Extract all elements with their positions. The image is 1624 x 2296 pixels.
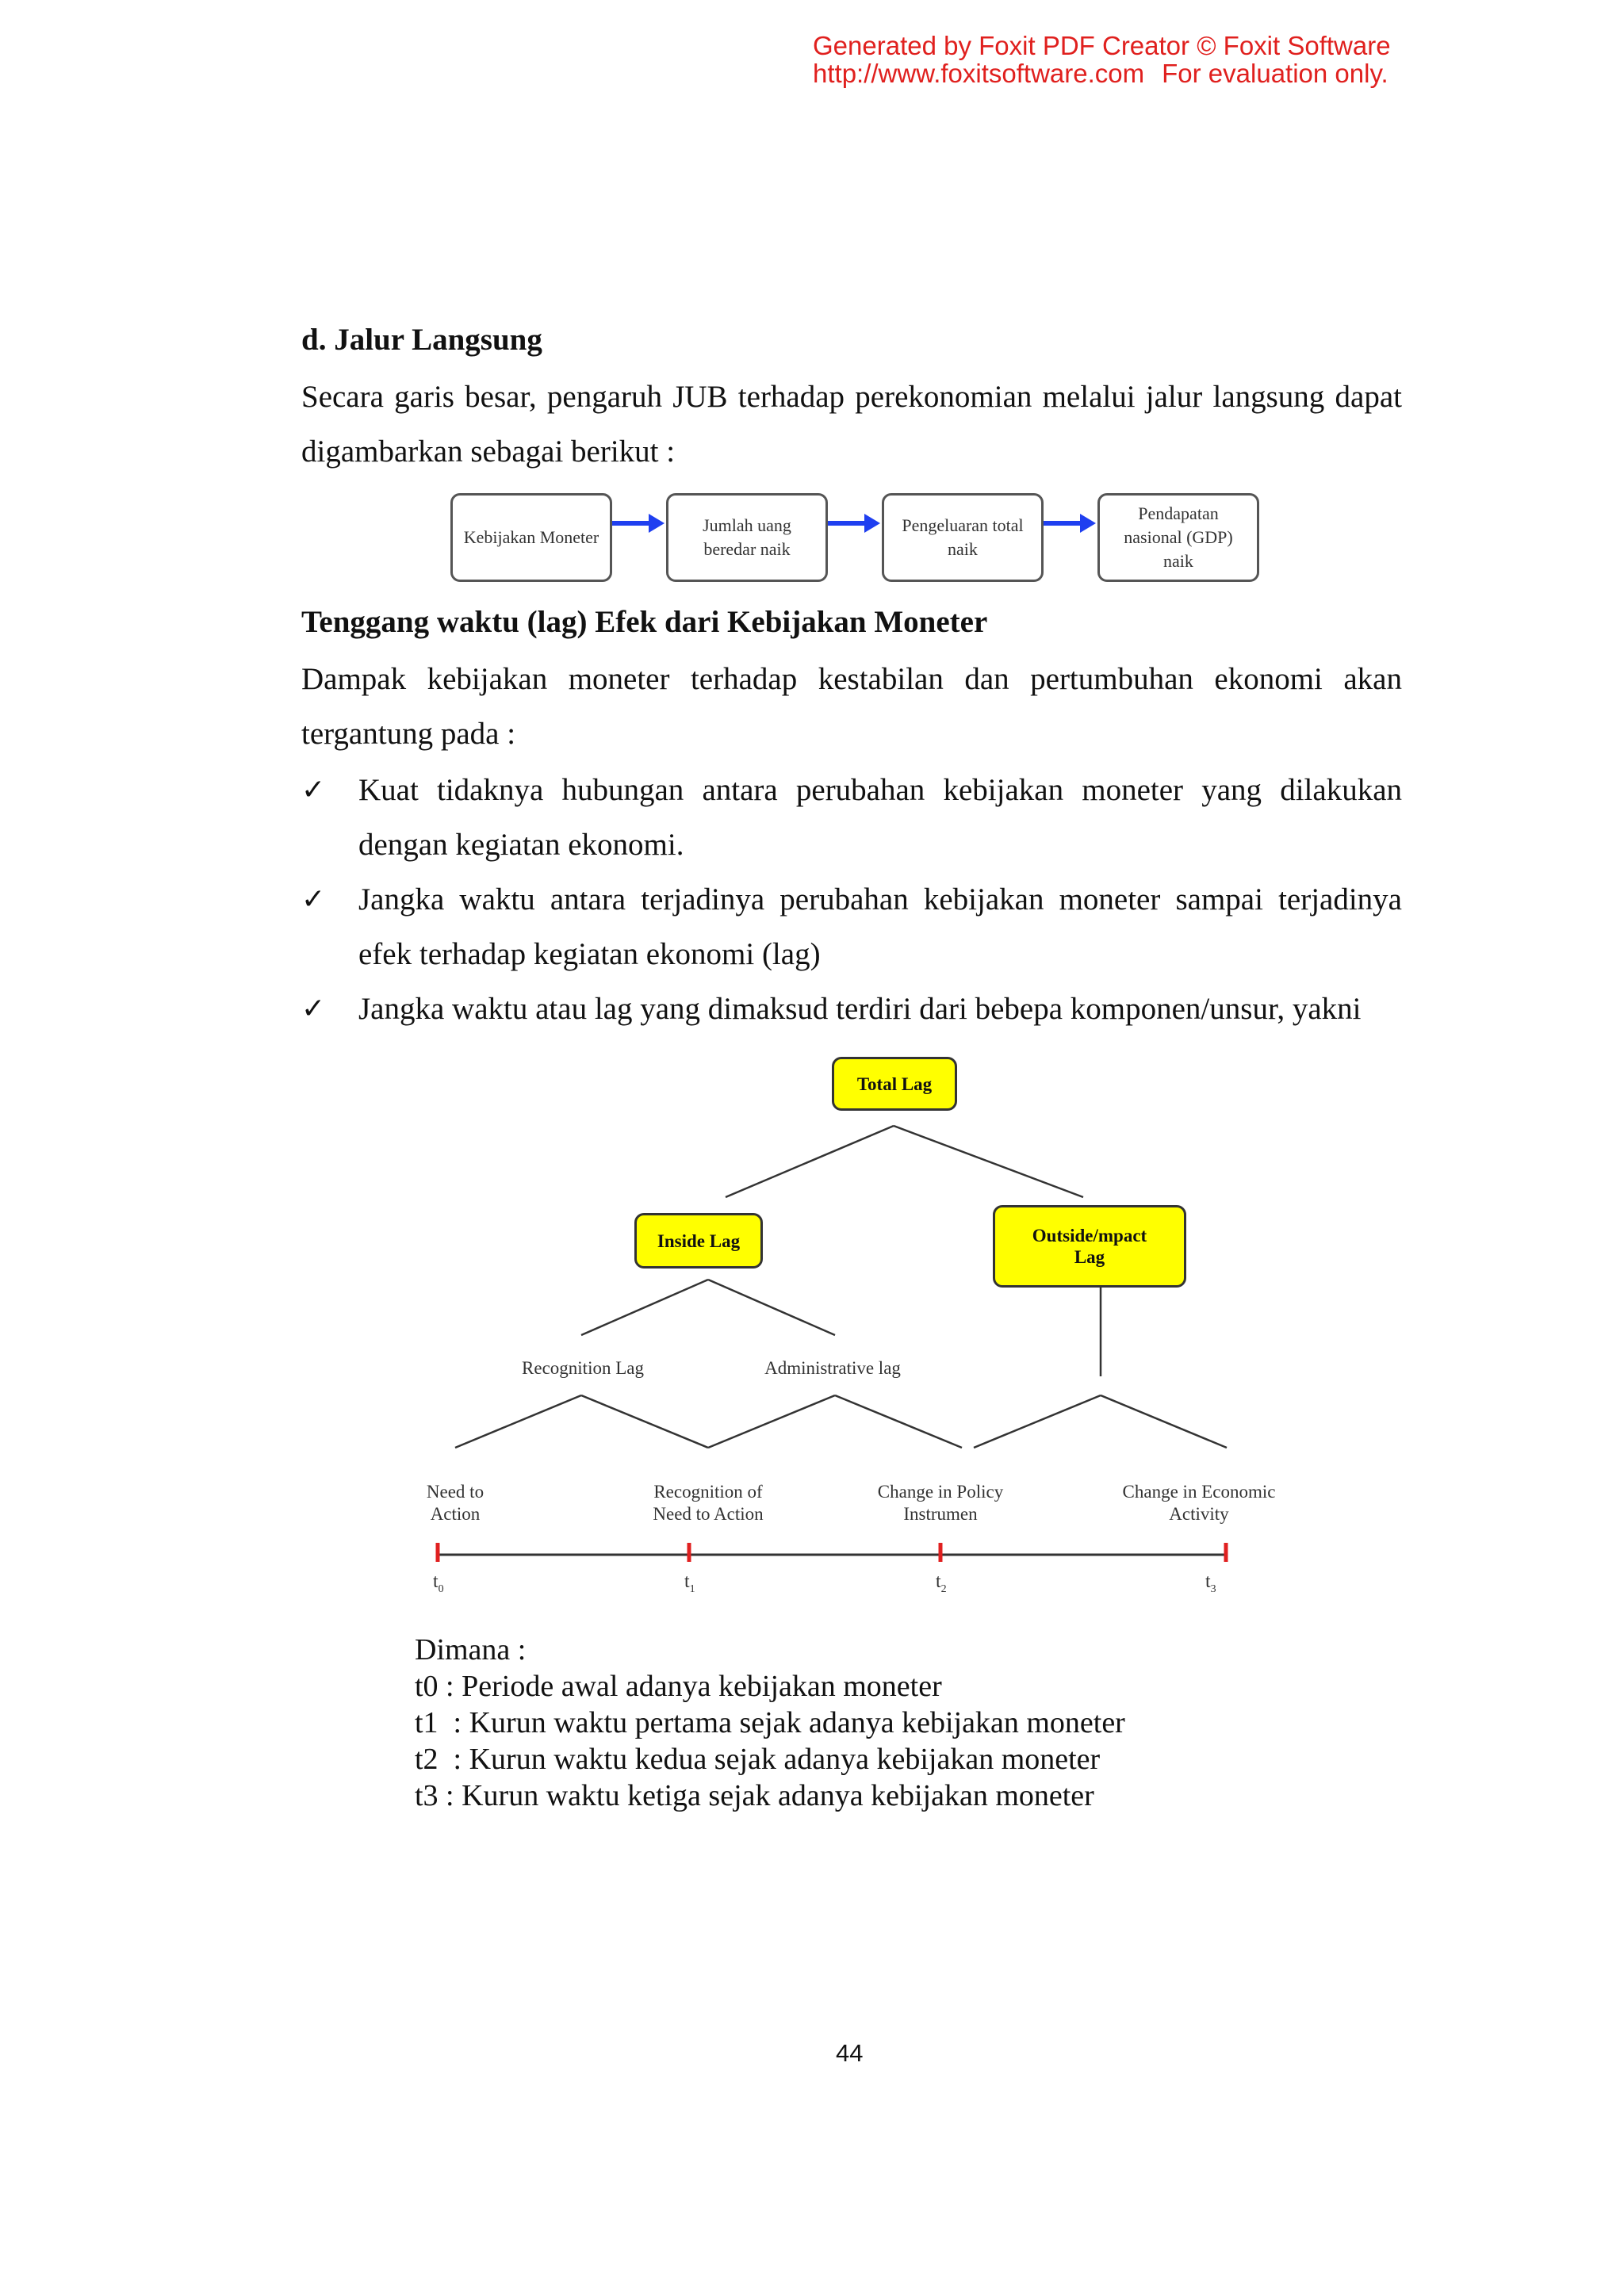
bullet-text-1: Kuat tidaknya hubungan antara perubahan kebijakan moneter yang dilakukan dengan kegiatan ekonomi. bbox=[358, 773, 1402, 862]
watermark-line1: Generated by Foxit PDF Creator © Foxit Software bbox=[813, 31, 1391, 60]
legend-title: Dimana : bbox=[415, 1633, 527, 1667]
event-need-to-action: Need to Action bbox=[426, 1482, 485, 1524]
page-number: 44 bbox=[836, 2039, 864, 2067]
legend-item-t0: t0 : Periode awal adanya kebijakan moneter bbox=[415, 1670, 942, 1703]
timeline-ticks bbox=[438, 1543, 1226, 1562]
bullet-text-2: Jangka waktu antara terjadinya perubahan kebijakan moneter sampai terjadinya efek terhadap kegiatan ekonomi (lag) bbox=[358, 882, 1402, 971]
check-mark-icon: ✓ bbox=[301, 883, 326, 916]
watermark-eval: For evaluation only. bbox=[1162, 59, 1388, 88]
section-heading-jalur-langsung: d. Jalur Langsung bbox=[301, 323, 542, 357]
tick-label-t3: $t_3$ bbox=[1205, 1571, 1216, 1595]
flow-box-1: Kebijakan Moneter bbox=[450, 493, 612, 582]
recognition-lag-label: Recognition Lag bbox=[522, 1358, 644, 1378]
event-change-in-economic-activity: Change in Economic Activity bbox=[1122, 1482, 1276, 1524]
watermark-url[interactable]: http://www.foxitsoftware.com bbox=[813, 59, 1145, 88]
event-recognition-of-need: Recognition of Need to Action bbox=[653, 1482, 764, 1524]
tick-label-t0: $t_0$ bbox=[433, 1571, 444, 1595]
flow-box-3: Pengeluaran total naik bbox=[882, 493, 1044, 582]
check-mark-icon: ✓ bbox=[301, 774, 326, 806]
bullet-text-3: Jangka waktu atau lag yang dimaksud terdiri dari bebepa komponen/unsur, yakni bbox=[358, 992, 1362, 1026]
check-mark-icon: ✓ bbox=[301, 993, 326, 1025]
inside-lag-box: Inside Lag bbox=[634, 1213, 763, 1269]
tick-label-t2: $t_2$ bbox=[936, 1571, 947, 1595]
section-paragraph-lag: Dampak kebijakan moneter terhadap kestabilan dan pertumbuhan ekonomi akan tergantung pada : bbox=[301, 662, 1402, 751]
administrative-lag-label: Administrative lag bbox=[764, 1358, 901, 1378]
flow-box-4: Pendapatan nasional (GDP) naik bbox=[1097, 493, 1259, 582]
legend-item-t3: t3 : Kurun waktu ketiga sejak adanya kebijakan moneter bbox=[415, 1779, 1094, 1812]
flow-box-2: Jumlah uang beredar naik bbox=[666, 493, 828, 582]
tick-label-t1: $t_1$ bbox=[684, 1571, 695, 1595]
legend-item-t1: t1 : Kurun waktu pertama sejak adanya kebijakan moneter bbox=[415, 1706, 1125, 1739]
section-heading-lag: Tenggang waktu (lag) Efek dari Kebijakan Moneter bbox=[301, 605, 988, 639]
legend-item-t2: t2 : Kurun waktu kedua sejak adanya kebijakan moneter bbox=[415, 1743, 1101, 1776]
outside-lag-box: Outside/mpact Lag bbox=[993, 1205, 1186, 1288]
section-paragraph-jalur-langsung: Secara garis besar, pengaruh JUB terhadap perekonomian melalui jalur langsung dapat digambarkan sebagai berikut : bbox=[301, 380, 1402, 469]
total-lag-box: Total Lag bbox=[832, 1057, 957, 1111]
event-change-in-policy: Change in Policy Instrumen bbox=[877, 1482, 1004, 1524]
